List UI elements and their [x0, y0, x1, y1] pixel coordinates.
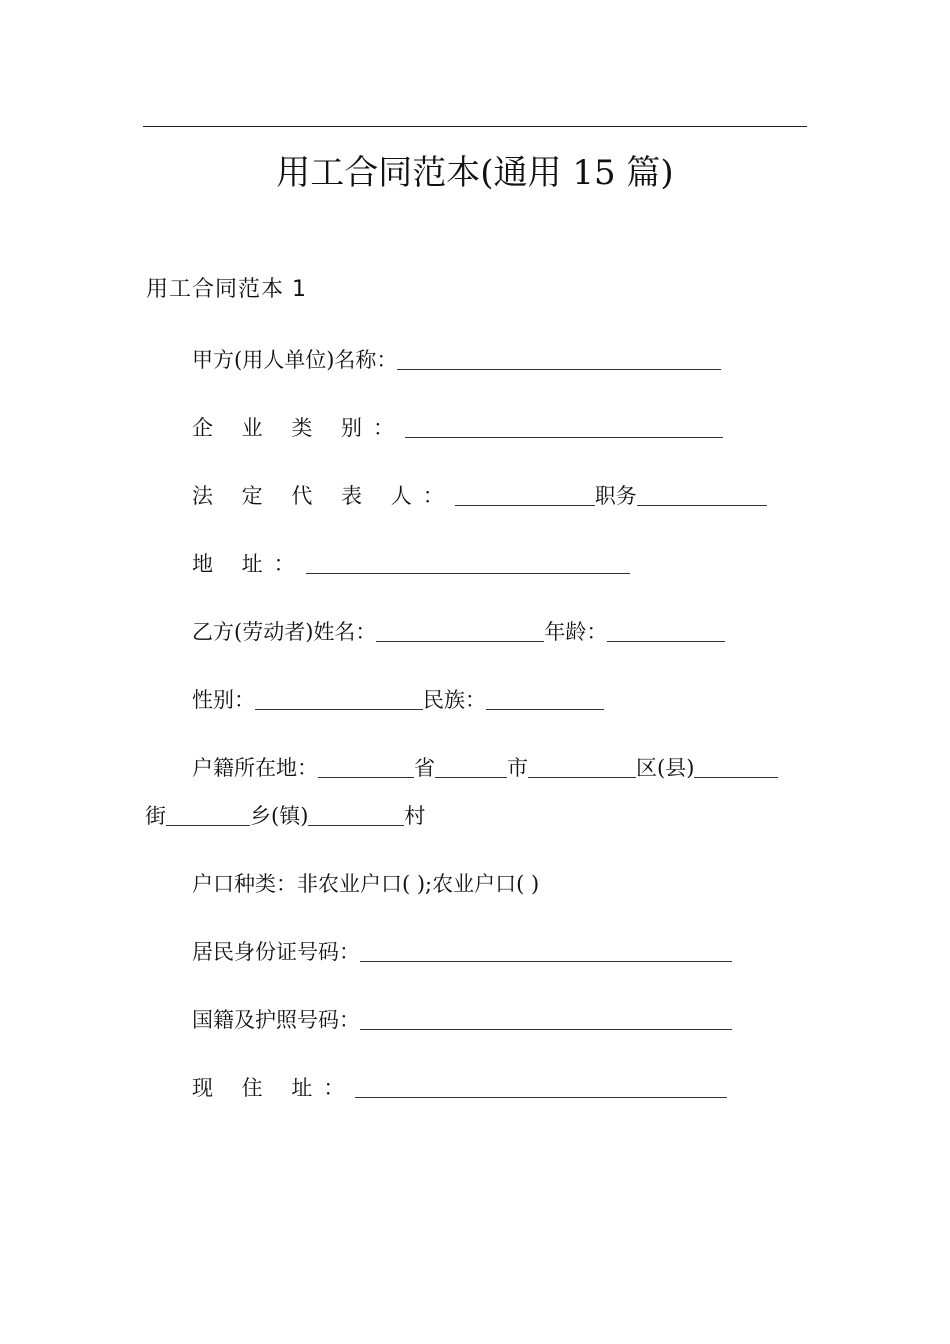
household-type-row — [192, 868, 539, 900]
city-label: 市 — [507, 756, 528, 780]
province-label: 省 — [414, 756, 435, 780]
legal-rep-blank[interactable] — [455, 483, 595, 506]
district-after-blank[interactable] — [694, 755, 778, 778]
city-blank[interactable] — [435, 755, 507, 778]
employee-name-label: 乙方(劳动者)姓名： — [192, 620, 377, 644]
header-rule — [143, 126, 807, 127]
enterprise-type-label: 企 业 类 别： — [192, 416, 406, 440]
age-label: 年龄： — [544, 620, 608, 644]
household-reg-label: 户籍所在地： — [192, 756, 318, 780]
id-number-row — [192, 936, 732, 968]
id-number-blank[interactable] — [360, 939, 732, 962]
ethnicity-label: 民族： — [423, 688, 486, 712]
passport-row — [192, 1004, 732, 1036]
passport-blank[interactable] — [360, 1007, 732, 1030]
address-blank[interactable] — [306, 551, 630, 574]
township-blank[interactable] — [308, 803, 404, 826]
current-address-row — [192, 1072, 727, 1104]
province-blank[interactable] — [318, 755, 414, 778]
township-label: 乡(镇) — [250, 804, 309, 828]
district-blank[interactable] — [528, 755, 636, 778]
household-type-label: 户口种类：非农业户口( );农业户口( ) — [192, 872, 540, 896]
gender-blank[interactable] — [255, 687, 423, 710]
employer-name-label: 甲方(用人单位)名称： — [192, 348, 398, 372]
street-label: 街 — [145, 804, 166, 828]
village-label: 村 — [404, 804, 426, 828]
passport-label: 国籍及护照号码： — [192, 1008, 360, 1032]
employer-name-blank[interactable] — [397, 347, 721, 370]
legal-rep-row — [192, 480, 767, 512]
position-label: 职务 — [594, 484, 637, 508]
enterprise-type-blank[interactable] — [405, 415, 723, 438]
employee-name-blank[interactable] — [376, 619, 544, 642]
district-label: 区(县) — [636, 756, 695, 780]
household-reg-row — [192, 752, 778, 784]
section-heading: 用工合同范本 1 — [146, 277, 307, 302]
address-row — [192, 548, 630, 580]
employee-name-row — [192, 616, 725, 648]
document-title: 用工合同范本(通用 15 篇) — [276, 153, 674, 193]
legal-rep-label: 法 定 代 表 人： — [192, 484, 455, 508]
id-number-label: 居民身份证号码： — [192, 940, 360, 964]
gender-label: 性别： — [192, 688, 255, 712]
household-reg-row-cont — [145, 800, 425, 832]
current-address-label: 现 住 址： — [192, 1076, 356, 1100]
address-label: 地 址： — [192, 552, 306, 576]
employer-name-row — [192, 344, 721, 376]
age-blank[interactable] — [607, 619, 725, 642]
position-blank[interactable] — [637, 483, 767, 506]
gender-row — [192, 684, 604, 716]
ethnicity-blank[interactable] — [486, 687, 604, 710]
enterprise-type-row — [192, 412, 723, 444]
street-blank[interactable] — [166, 803, 250, 826]
current-address-blank[interactable] — [355, 1075, 727, 1098]
